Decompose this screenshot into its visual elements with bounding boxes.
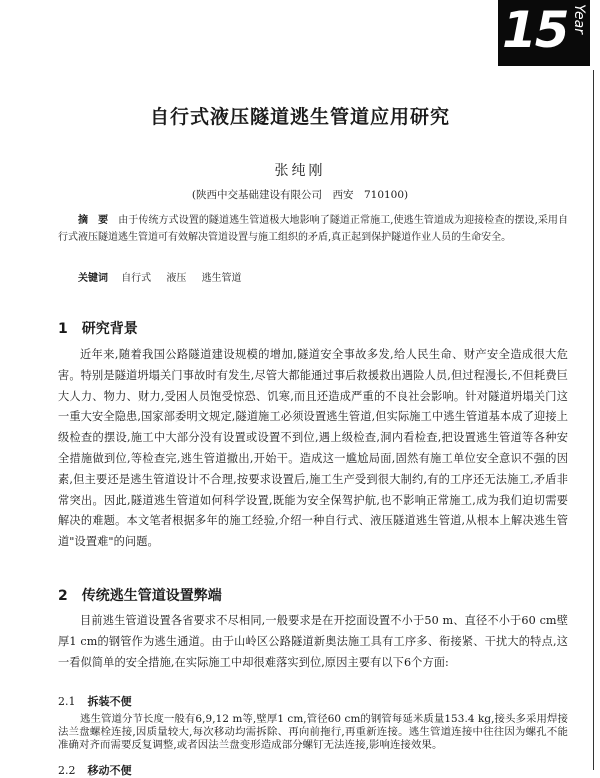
- issue-word: Year: [571, 4, 587, 34]
- keywords: [78, 269, 254, 284]
- section-1-heading: [58, 318, 138, 338]
- keyword-item: 液压: [166, 273, 187, 284]
- subsection-number: 2.2: [58, 764, 76, 777]
- section-1-paragraph: 近年来,随着我国公路隧道建设规模的增加,隧道安全事故多发,给人民生命、财产安全造成很大危害。特别是隧道坍塌关门事故时有发生,尽管大都能通过事后救援救出遇险人员,但过程漫长,不但耗费巨大人力、物力、财力,受困人员饱受惊恐、饥寒,而且还造成严重的不良社会影响。针对隧道坍塌关门这一重大安全隐患,国家部委明文规定,隧道施工必须设置逃生管道,但实际施工中逃生管道基本成了迎接上级检查的摆设,施工中大部分没有设置或设置不到位,遇上级检查,洞内看检查,把设置逃生管道等各种安全措施做到位,等检查完,逃生管道撤出,开始干。造成这一尴尬局面,固然有施工单位安全意识不强的因素,但主要还是逃生管道设计不合理,按要求设置后,施工生产受到很大制约,有的工序还无法施工,矛盾非常突出。因此,隧道逃生管道如何科学设置,既能为安全保驾护航,也不影响正常施工,成为我们迫切需要解决的难题。本文笔者根据多年的施工经验,介绍一种自行式、液压隧道逃生管道,从根本上解决逃生管道"设置难"的问题。: [58, 348, 568, 549]
- subsection-2-2-heading: [58, 762, 132, 778]
- subsection-2-1-paragraph: 逃生管道分节长度一般有6,9,12 m等,壁厚1 cm,管径60 cm的钢管每延米质量153.4 kg,接头多采用焊接法兰盘螺栓连接,因质量较大,每次移动均需拆除、再向前拖行,再重新连接。逃生管道连接中往往因为螺孔不能准确对齐而需要反复调整,或者因法兰盘变形造成部分螺钉无法连接,影响连接效果。: [58, 713, 568, 751]
- abstract: [58, 212, 568, 246]
- keyword-item: 自行式: [121, 273, 152, 284]
- subsection-2-1-heading: [58, 693, 132, 709]
- section-title: 研究背景: [81, 321, 138, 337]
- issue-number: 15: [502, 1, 568, 59]
- author-affiliation: (陕西中交基础建设有限公司 西安 710100): [191, 189, 409, 201]
- subsection-title: 拆装不便: [87, 695, 132, 708]
- keyword-item: 逃生管道: [201, 273, 242, 284]
- section-2-heading: [58, 585, 222, 605]
- abstract-label: 摘 要: [78, 215, 109, 226]
- subsection-number: 2.1: [58, 695, 76, 708]
- author-name: 张纯刚: [274, 163, 326, 179]
- section-2-paragraph: 目前逃生管道设置各省要求不尽相同,一般要求是在开挖面设置不小于50 m、直径不小于60 cm壁厚1 cm的钢管作为逃生通道。由于山岭区公路隧道新奥法施工具有工序多、衔接紧、干扰大的特点,这一看似简单的安全措施,在实际施工中却很难落实到位,原因主要有以下6个方面:: [58, 614, 568, 669]
- article-title: 自行式液压隧道逃生管道应用研究: [149, 106, 450, 128]
- issue-tab: [498, 0, 590, 66]
- section-title: 传统逃生管道设置弊端: [81, 588, 222, 604]
- section-number: 2: [58, 588, 68, 604]
- keywords-label: 关键词: [78, 273, 108, 284]
- subsection-title: 移动不便: [87, 764, 132, 777]
- abstract-text: 由于传统方式设置的隧道逃生管道极大地影响了隧道正常施工,使逃生管道成为迎接检查的摆设,采用自行式液压隧道逃生管道可有效解决管道设置与施工组织的矛盾,真正起到保护隧道作业人员的生命安全。: [58, 215, 569, 243]
- section-number: 1: [58, 321, 68, 337]
